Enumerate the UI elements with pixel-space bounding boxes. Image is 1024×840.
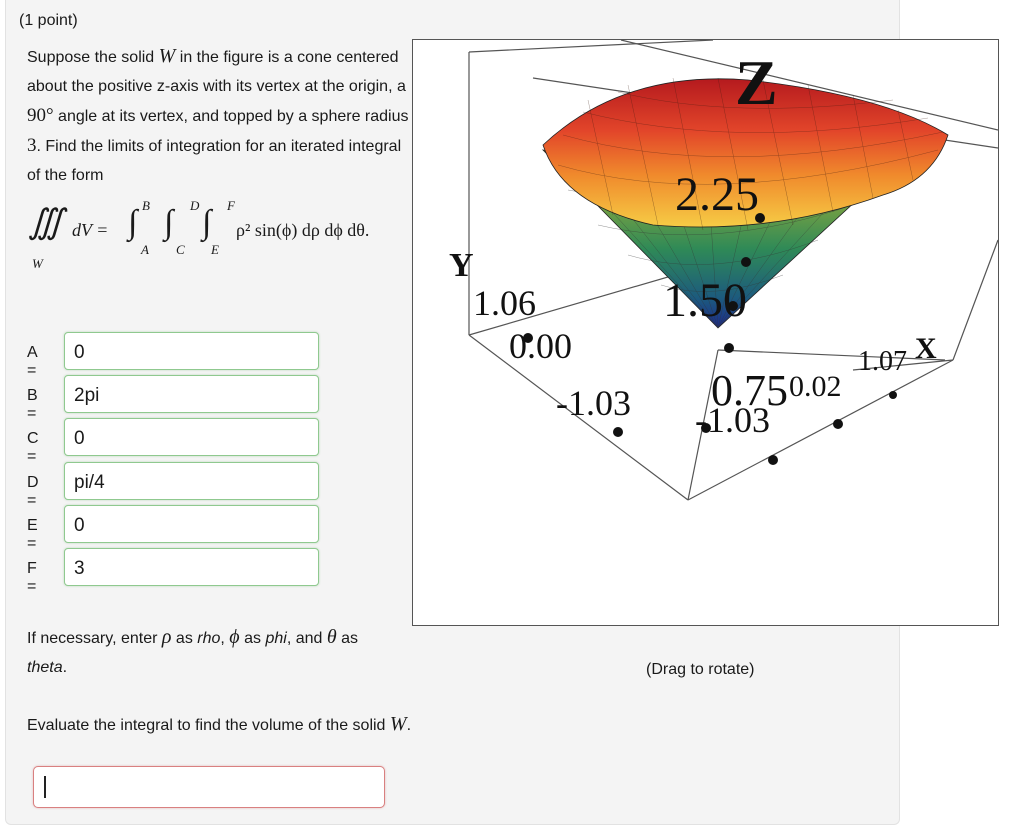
angle-value: 90°: [27, 105, 54, 126]
axis-label-z: Z: [735, 47, 778, 118]
tick-label-z-150: 1.50: [663, 274, 747, 327]
tick-label-z-075: 0.75: [711, 366, 788, 415]
field-label-e: E =: [27, 517, 38, 552]
limit-a-input[interactable]: 0: [64, 332, 319, 370]
integrand: ρ² sin(ϕ) dρ dϕ dθ.: [236, 220, 370, 240]
tick-label-z-225: 2.25: [675, 168, 759, 221]
field-label-c: C =: [27, 430, 39, 465]
phi-symbol: ϕ: [229, 626, 240, 648]
integral-region: W: [32, 256, 43, 271]
theta-word: theta: [27, 659, 63, 676]
hint-part: .: [62, 659, 68, 676]
solid-symbol: W: [389, 713, 407, 735]
question-part: in the figure is a cone centered about the positive z-axis with its vertex at the origin, a: [27, 49, 406, 95]
plot-canvas[interactable]: [413, 40, 998, 625]
tick-label-y-n103: -1.03: [556, 383, 631, 423]
field-label-b: B =: [27, 387, 38, 422]
tick-label-y-106: 1.06: [473, 283, 536, 323]
hint-part: ,: [220, 630, 230, 647]
integral-formula: [28, 196, 413, 276]
limit-e-input[interactable]: 0: [64, 505, 319, 543]
text-caret: [44, 776, 46, 798]
tick-label-x-002: 0.02: [789, 370, 842, 403]
volume-answer-input[interactable]: [33, 766, 385, 808]
limit-c-input[interactable]: 0: [64, 418, 319, 456]
rotatable-3d-plot[interactable]: [412, 39, 999, 626]
input-hint: [27, 623, 412, 682]
phi-word: phi: [265, 630, 287, 647]
dv-term: dV =: [72, 220, 109, 240]
question-part: angle at its vertex, and topped by a sphere radius: [53, 108, 409, 125]
evaluate-part: Evaluate the integral to find the volume of the solid: [27, 717, 390, 734]
field-label-d: D =: [27, 474, 39, 509]
limit-c: C: [176, 242, 185, 257]
triple-integral-sign: ∭: [28, 204, 54, 241]
rho-symbol: ρ: [161, 626, 172, 648]
integral-sign-inner: ∫: [202, 204, 212, 241]
limit-e: E: [211, 242, 219, 257]
rho-word: rho: [197, 630, 221, 647]
tick-label-x-107: 1.07: [858, 346, 907, 377]
tick-label-x-n103: -1.03: [695, 400, 770, 440]
question-text: [27, 42, 412, 190]
axis-label-x: X: [915, 332, 937, 365]
integral-sign-outer: ∫: [128, 204, 138, 241]
limit-b-input[interactable]: 2pi: [64, 375, 319, 413]
limit-d: D: [190, 198, 200, 213]
limit-f-input[interactable]: 3: [64, 548, 319, 586]
solid-symbol: W: [158, 45, 176, 67]
axis-label-y: Y: [449, 247, 474, 284]
points-label: (1 point): [19, 12, 78, 29]
limit-a: A: [141, 242, 149, 257]
hint-part: as: [336, 630, 359, 647]
limit-d-input[interactable]: pi/4: [64, 462, 319, 500]
evaluate-text: [27, 710, 412, 740]
drag-hint: (Drag to rotate): [646, 661, 755, 678]
hint-part: as: [239, 630, 266, 647]
limit-b: B: [142, 198, 150, 213]
question-part: . Find the limits of integration for an iterated integral of the form: [27, 138, 402, 184]
evaluate-part: .: [406, 717, 412, 734]
hint-part: , and: [286, 630, 327, 647]
field-label-f: F =: [27, 560, 37, 595]
integral-sign-middle: ∫: [164, 204, 174, 241]
question-part: Suppose the solid: [27, 49, 159, 66]
tick-label-y-000: 0.00: [509, 326, 572, 366]
radius-value: 3: [27, 135, 37, 156]
field-label-a: A =: [27, 344, 37, 379]
theta-symbol: θ: [326, 626, 337, 648]
hint-part: as: [171, 630, 198, 647]
hint-part: If necessary, enter: [27, 630, 162, 647]
limit-f: F: [227, 198, 235, 213]
